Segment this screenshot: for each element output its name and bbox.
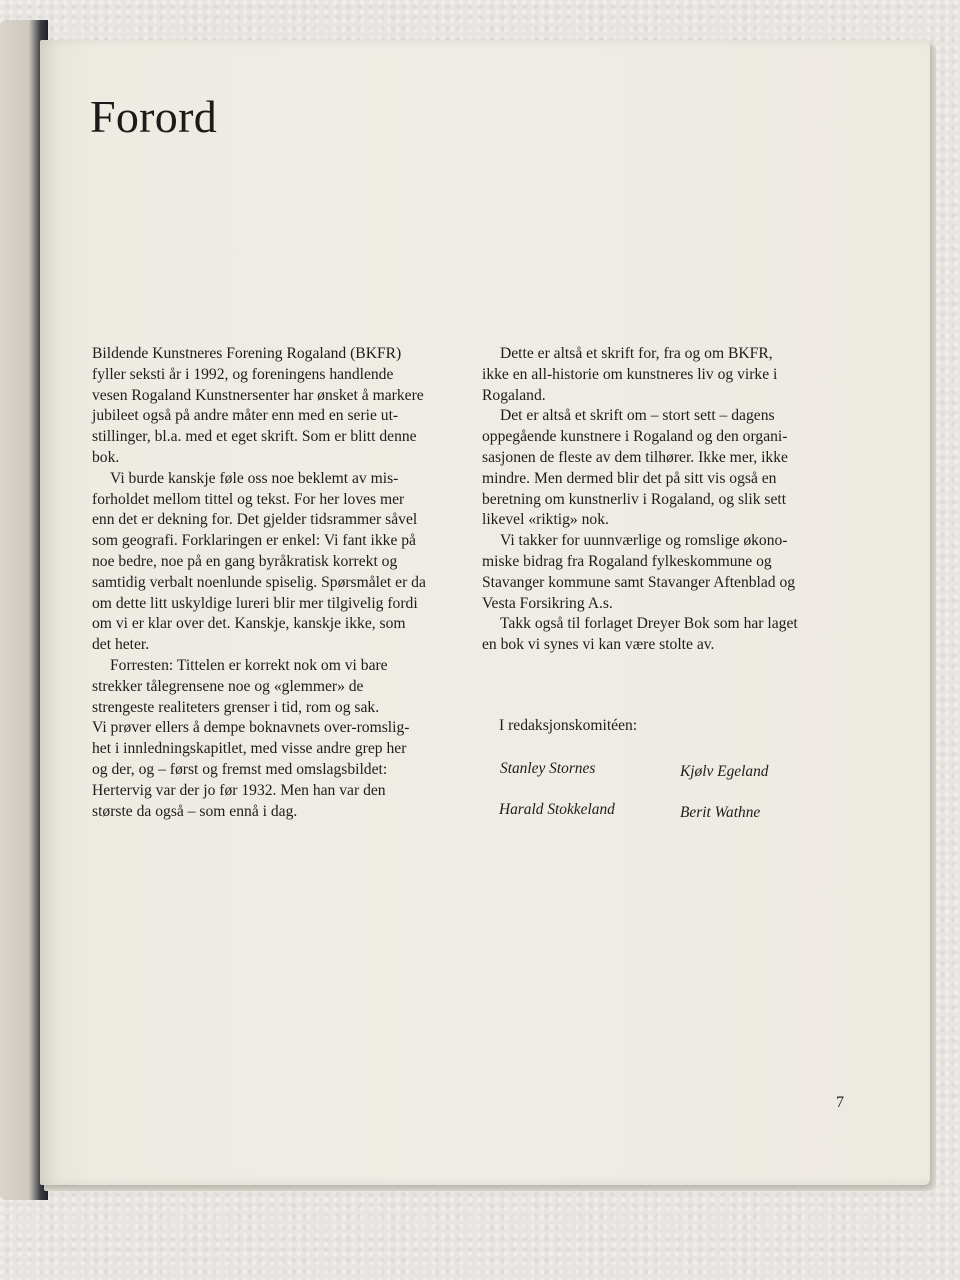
- text-line: strekker tålegrensene noe og «glemmer» de: [92, 677, 364, 695]
- paragraph: [92, 656, 462, 822]
- text-line: en bok vi synes vi kan være stolte av.: [482, 636, 715, 654]
- text-line: samtidig verbalt noenlunde spiselig. Spørsmålet er da: [92, 573, 426, 591]
- text-line: Takk også til forlaget Dreyer Bok som har laget: [500, 615, 798, 633]
- paragraph: [482, 614, 842, 656]
- signature-name: Stanley Stornes: [500, 760, 596, 777]
- text-line: bok.: [92, 448, 120, 466]
- text-line: ikke en all-historie om kunstneres liv og virke i: [482, 365, 778, 383]
- text-line: jubileet også på andre måter enn med en serie ut-: [92, 407, 399, 425]
- paragraph: [92, 469, 462, 656]
- text-line: Vi burde kanskje føle oss noe beklemt av mis-: [110, 469, 399, 487]
- text-line: Det er altså et skrift om – stort sett – dagens: [500, 407, 775, 425]
- text-line: strengeste realiteters grenser i tid, rom og sak.: [92, 698, 380, 716]
- text-line: oppegående kunstnere i Rogaland og den organi-: [482, 428, 788, 446]
- text-line: het i innledningskapitlet, med visse andre grep her: [92, 740, 407, 758]
- text-line: Vesta Forsikring A.s.: [482, 594, 613, 612]
- text-line: og der, og – først og fremst med omslagsbildet:: [92, 760, 388, 778]
- text-line: som geografi. Forklaringen er enkel: Vi fant ikke på: [92, 532, 416, 550]
- text-line: noe bedre, noe på en gang byråkratisk korrekt og: [92, 552, 398, 570]
- show-through-text: [630, 100, 642, 153]
- right-text-column: [482, 344, 842, 656]
- paragraph: [482, 406, 842, 531]
- signature-name: Harald Stokkeland: [499, 801, 615, 818]
- text-line: mindre. Men dermed blir det på sitt vis også en: [482, 469, 777, 487]
- text-line: om dette litt uskyldige lureri blir mer tilgivelig fordi: [92, 594, 418, 612]
- text-line: stillinger, bl.a. med et eget skrift. Som er blitt denne: [92, 428, 417, 446]
- text-line: likevel «riktig» nok.: [482, 511, 609, 529]
- signature-name: Berit Wathne: [680, 804, 761, 821]
- page-title: Forord: [90, 91, 218, 142]
- committee-heading: I redaksjonskomitéen:: [499, 717, 638, 734]
- text-line: Stavanger kommune samt Stavanger Aftenblad og: [482, 573, 796, 591]
- text-line: vesen Rogaland Kunstnersenter har ønsket å markere: [92, 386, 424, 404]
- text-line: Vi takker for uunnværlige og romslige økono-: [500, 532, 788, 550]
- text-line: Vi prøver ellers å dempe boknavnets over-romslig-: [92, 719, 410, 737]
- text-line: beretning om kunstnerliv i Rogaland, og slik sett: [482, 490, 787, 508]
- text-line: Rogaland.: [482, 386, 546, 404]
- left-text-column: [92, 344, 462, 822]
- text-line: Dette er altså et skrift for, fra og om BKFR,: [500, 345, 773, 362]
- text-line: sasjonen de fleste av dem tilhører. Ikke mer, ikke: [482, 448, 788, 466]
- text-line: forholdet mellom tittel og tekst. For her loves mer: [92, 490, 405, 508]
- paragraph: [482, 344, 842, 406]
- text-line: største da også – som ennå i dag.: [92, 802, 298, 820]
- paragraph: [482, 531, 842, 614]
- text-line: Hertervig var der jo før 1932. Men han var den: [92, 781, 386, 799]
- text-line: fyller seksti år i 1992, og foreningens handlende: [92, 365, 394, 383]
- text-line: Bildende Kunstneres Forening Rogaland (BKFR): [92, 345, 402, 362]
- text-line: miske bidrag fra Rogaland fylkeskommune og: [482, 552, 772, 570]
- signature-name: Kjølv Egeland: [680, 763, 769, 780]
- text-line: det heter.: [92, 636, 150, 654]
- text-line: om vi er klar over det. Kanskje, kanskje ikke, som: [92, 615, 406, 633]
- text-line: Forresten: Tittelen er korrekt nok om vi bare: [110, 656, 388, 674]
- page-number: 7: [836, 1094, 844, 1111]
- text-line: enn det er dekning for. Det gjelder tidsrammer såvel: [92, 511, 418, 529]
- paragraph: [92, 344, 462, 469]
